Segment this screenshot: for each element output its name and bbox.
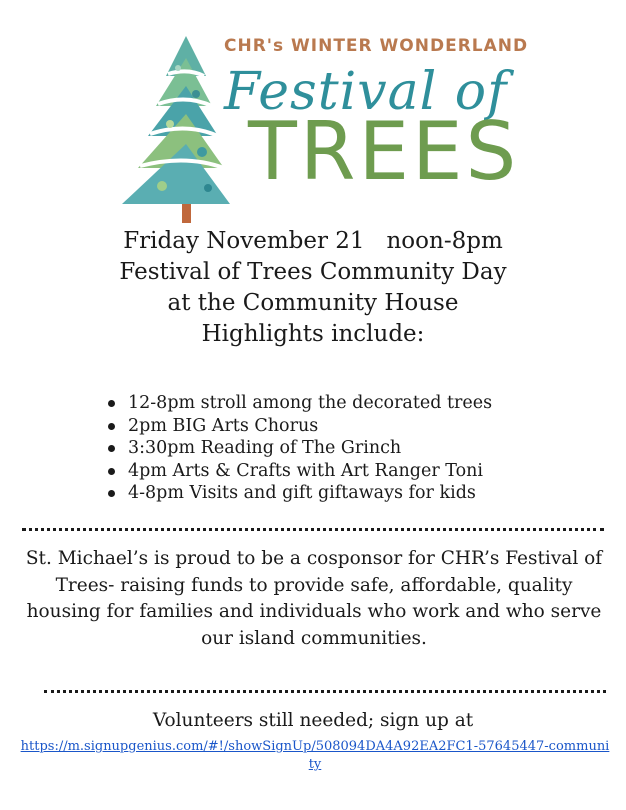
event-date-time: Friday November 21 noon-8pm [123, 228, 503, 254]
volunteer-callout: Volunteers still needed; sign up at [152, 710, 474, 731]
logo-kicker: CHR's WINTER WONDERLAND [224, 36, 529, 56]
christmas-tree-icon [112, 28, 232, 228]
list-item: 2pm BIG Arts Chorus [104, 415, 492, 438]
list-item: 12-8pm stroll among the decorated trees [104, 392, 492, 415]
list-item: 4-8pm Visits and gift giftaways for kids [104, 482, 492, 505]
signup-link[interactable]: https://m.signupgenius.com/#!/showSignUp/508094DA4A92EA2FC1-57645447-community [20, 739, 610, 772]
highlights-list [104, 392, 492, 505]
logo-script-title: Festival of [224, 62, 508, 122]
event-headline [0, 226, 626, 350]
highlights-heading: Highlights include: [201, 321, 425, 347]
list-item: 4pm Arts & Crafts with Art Ranger Toni [104, 460, 492, 483]
dotted-divider [22, 528, 604, 531]
festival-logo [112, 28, 529, 228]
sponsor-paragraph: St. Michael’s is proud to be a cosponsor for CHR’s Festival of Trees- raising funds to provide safe, affordable, quality housing for families and individuals who work and who serve our island communities. [25, 548, 603, 649]
logo-main-title: TREES [248, 105, 520, 198]
list-item: 3:30pm Reading of The Grinch [104, 437, 492, 460]
event-name: Festival of Trees Community Day [119, 259, 507, 285]
event-location: at the Community House [167, 290, 459, 316]
dotted-divider [44, 690, 606, 693]
